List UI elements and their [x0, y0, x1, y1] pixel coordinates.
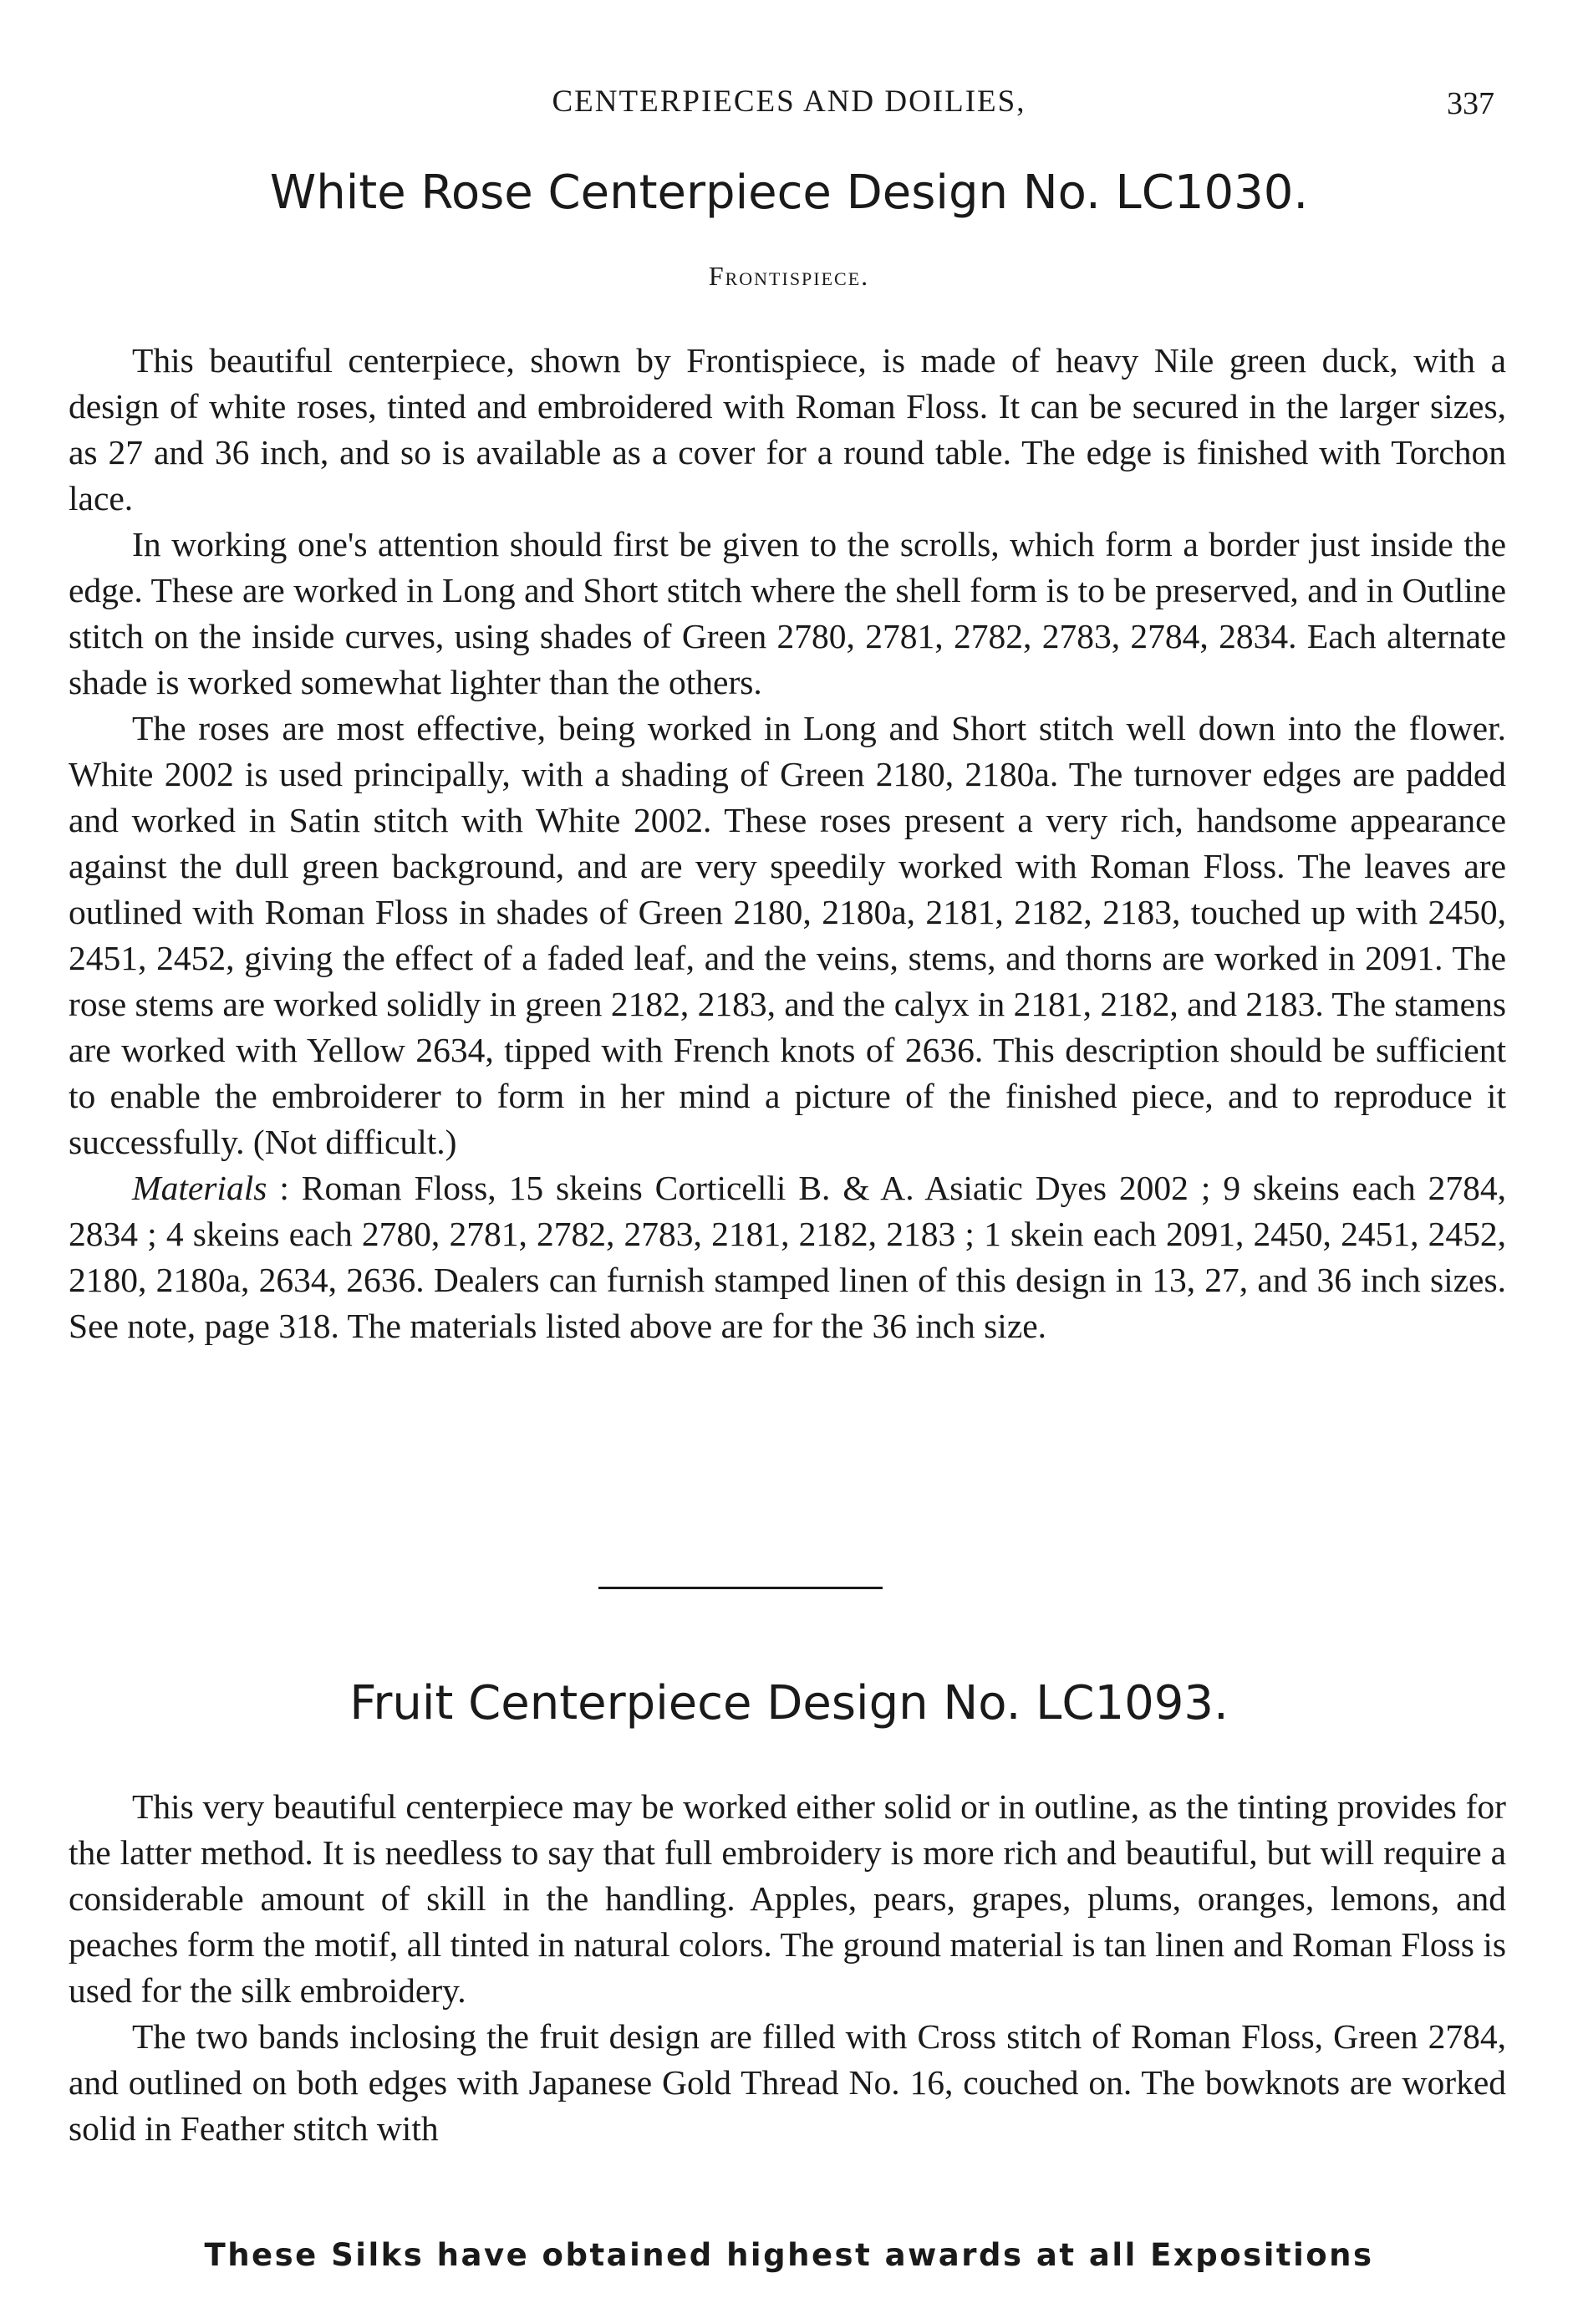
fruit-title: Fruit Centerpiece Design No. LC1093.: [349, 1676, 1229, 1730]
footer-banner: These Silks have obtained highest awards at all Expositions: [204, 2237, 1374, 2273]
materials-paragraph: [69, 1165, 1506, 1349]
fruit-paragraph-2: The two bands inclosing the fruit design are filled with Cross stitch of Roman Floss, Green 2784, and outlined on both edges with Japanese Gold Thread No. 16, couched on. The bowknots are worked solid in Feather stitch with: [69, 2017, 1506, 2148]
materials-text: : Roman Floss, 15 skeins Corticelli B. & A. Asiatic Dyes 2002 ; 9 skeins each 2784, 2834 ; 4 skeins each 2780, 2781, 2782, 2783, 2181, 2182, 2183 ; 1 skein each 2091, 2450, 2451, 2452, 2180, 2180a, 2634, 2636. Dealers can furnish stamped linen of this design in 13, 27, and 36 inch sizes. See note, page 318. The materials listed above are for the 36 inch size.: [69, 1169, 1506, 1345]
white-rose-paragraph-2: In working one's attention should first be given to the scrolls, which form a border just inside the edge. These are worked in Long and Short stitch where the shell form is to be preserved, and in Outline stitch on the inside curves, using shades of Green 2780, 2781, 2782, 2783, 2784, 2834. Each alternate shade is worked somewhat lighter than the others.: [69, 525, 1506, 701]
fruit-body: [69, 1784, 1506, 2152]
white-rose-body: [69, 338, 1506, 1349]
section-divider: [598, 1587, 883, 1589]
page-number: 337: [1447, 86, 1494, 121]
running-head: [0, 84, 1578, 134]
white-rose-paragraph-1: This beautiful centerpiece, shown by Frontispiece, is made of heavy Nile green duck, with a design of white roses, tinted and embroidered with Roman Floss. It can be secured in the larger sizes, as 27 and 36 inch, and so is available as a cover for a round table. The edge is finished with Torchon lace.: [69, 341, 1506, 517]
running-title: CENTERPIECES AND DOILIES,: [552, 84, 1026, 119]
white-rose-paragraph-3: The roses are most effective, being worked in Long and Short stitch well down into the flower. White 2002 is used principally, with a shading of Green 2180, 2180a. The turnover edges are padded and worked in Satin stitch with White 2002. These roses present a very rich, handsome appearance against the dull green background, and are very speedily worked with Roman Floss. The leaves are outlined with Roman Floss in shades of Green 2180, 2180a, 2181, 2182, 2183, touched up with 2450, 2451, 2452, giving the effect of a faded leaf, and the veins, stems, and thorns are worked in 2091. The rose stems are worked solidly in green 2182, 2183, and the calyx in 2181, 2182, and 2183. The stamens are worked with Yellow 2634, tipped with French knots of 2636. This description should be sufficient to enable the embroiderer to form in her mind a picture of the finished piece, and to reproduce it successfully. (Not difficult.): [69, 709, 1507, 1161]
white-rose-title: White Rose Centerpiece Design No. LC1030.: [269, 166, 1309, 220]
frontispiece-subhead: Frontispiece.: [708, 261, 870, 291]
materials-label: Materials: [132, 1169, 267, 1207]
fruit-paragraph-1: This very beautiful centerpiece may be worked either solid or in outline, as the tinting provides for the latter method. It is needless to say that full embroidery is more rich and beautiful, but will require a considerable amount of skill in the handling. Apples, pears, grapes, plums, oranges, lemons, and peaches form the motif, all tinted in natural colors. The ground material is tan linen and Roman Floss is used for the silk embroidery.: [69, 1787, 1506, 2010]
